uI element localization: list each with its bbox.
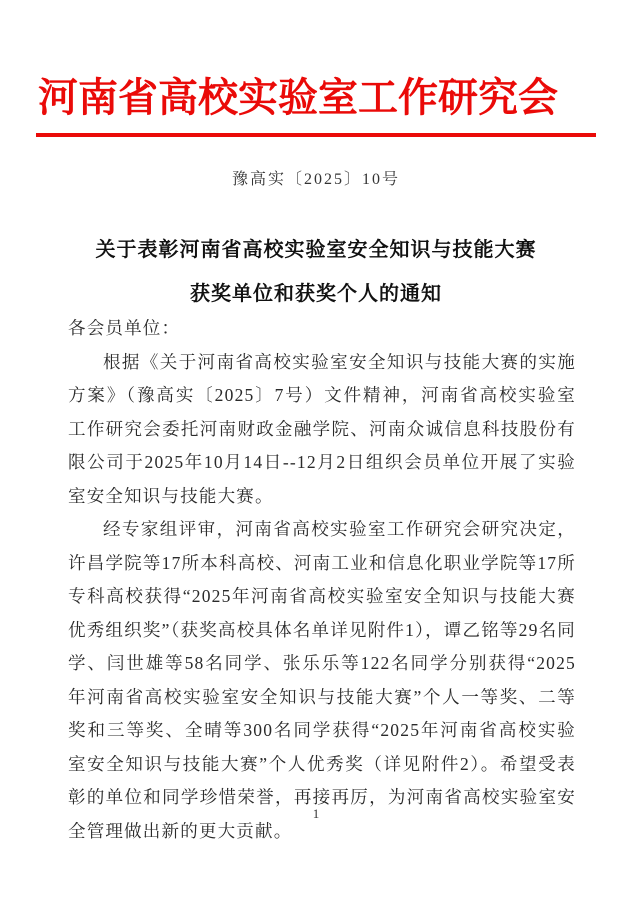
page-number: 1 <box>312 806 320 821</box>
doc-title-line1: 关于表彰河南省高校实验室安全知识与技能大赛 <box>95 239 537 261</box>
letterhead-title: 河南省高校实验室工作研究会 <box>38 75 558 120</box>
doc-body <box>68 312 576 848</box>
body-paragraph-2: 经专家组评审，河南省高校实验室工作研究会研究决定，许昌学院等17所本科高校、河南工业和信息化职业学院等17所专科高校获得“2025年河南省高校实验室安全知识与技能大赛优秀组织奖”（获奖高校具体名单详见附件1），谭乙铭等29名同学、闫世雄等58名同学、张乐乐等122名同学分别获得“2025年河南省高校实验室安全知识与技能大赛”个人一等奖、二等奖和三等奖、全晴等300名同学获得“2025年河南省高校实验室安全知识与技能大赛”个人优秀奖（详见附件2）。希望受表彰的单位和同学珍惜荣誉，再接再厉，为河南省高校实验室安全管理做出新的更大贡献。 <box>68 519 576 841</box>
salutation: 各会员单位： <box>68 318 181 338</box>
letterhead-divider <box>36 133 596 137</box>
doc-number: 豫高实〔2025〕10号 <box>231 171 400 188</box>
doc-title <box>40 228 592 316</box>
doc-title-line2: 获奖单位和获奖个人的通知 <box>190 283 442 305</box>
body-paragraph-1: 根据《关于河南省高校实验室安全知识与技能大赛的实施方案》（豫高实〔2025〕7号）文件精神，河南省高校实验室工作研究会委托河南财政金融学院、河南众诚信息科技股份有限公司于2025年10月14日--12月2日组织会员单位开展了实验室安全知识与技能大赛。 <box>68 351 576 506</box>
